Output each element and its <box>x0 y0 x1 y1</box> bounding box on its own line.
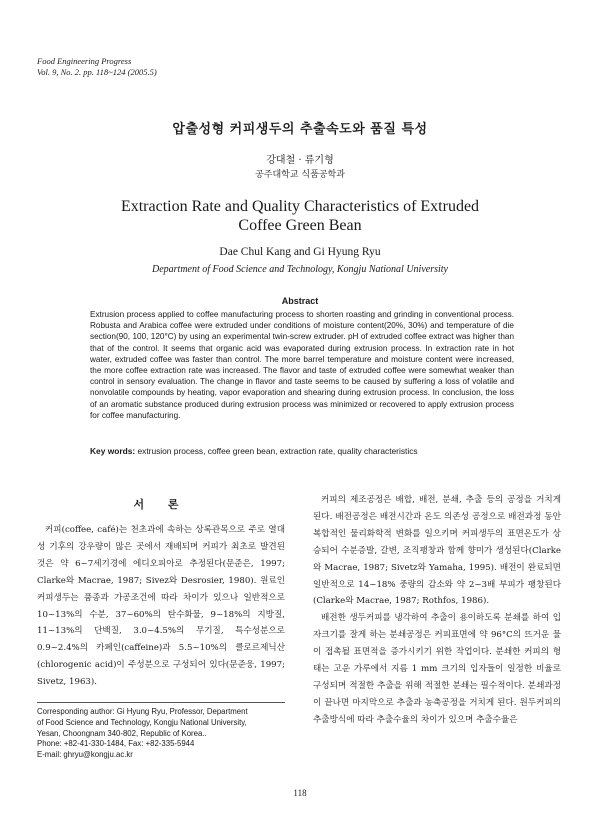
right-column <box>313 492 561 729</box>
section-title-introduction: 서 론 <box>133 498 189 511</box>
journal-volume: Vol. 9, No. 2. pp. 118~124 (2005.5) <box>37 67 157 77</box>
footnote-line: Phone: +82-41-330-1484, Fax: +82-335-5944 <box>37 739 195 749</box>
footnote-line: E-mail: ghryu@kongju.ac.kr <box>37 750 133 760</box>
english-title-line2: Coffee Green Bean <box>238 217 362 234</box>
journal-citation <box>37 56 157 78</box>
korean-authors: 강대철 · 류기형 <box>266 155 334 166</box>
korean-title: 압출성형 커피생두의 추출속도와 품질 특성 <box>172 122 428 137</box>
english-title-line1: Extraction Rate and Quality Characteristics of Extruded <box>120 198 480 215</box>
footnote-line: of Food Science and Technology, Kongju National University, <box>37 717 247 727</box>
footnote-divider <box>37 702 285 703</box>
footnote-line: Yesan, Choongnam 340-802, Republic of Korea.. <box>37 728 207 738</box>
keywords <box>90 446 520 456</box>
abstract-heading: Abstract <box>281 296 319 306</box>
korean-affiliation: 공주대학교 식품공학과 <box>255 170 345 180</box>
intro-paragraph-right-1: 커피의 제조공정은 배합, 배전, 분쇄, 추출 등의 공정을 거치게 된다. 배전공정은 배전시간과 온도 의존성 공정으로 배전과정 동안 복합적인 물리화학적 변화를 일으키며 커피생두의 표면온도가 상승되어 수분증발, 갈변, 조직팽창과 함께 향미가 생성된다(Clarke와 Macrae, 1987; Sivetz와 Yamaha, 1995). 배전이 완료되면 일반적으로 14~18% 중량의 감소와 약 2~3배 부피가 팽창된다(Clarke와 Macrae, 1987; Rothfos, 1986). <box>313 495 561 607</box>
intro-paragraph-right-2: 배전한 생두커피를 냉각하여 추출이 용이하도록 분쇄를 하여 입자크기를 잘게 하는 분쇄공정은 커피표면에 약 96°C의 뜨거운 물이 접촉될 표면적을 증가시키기 위한 작업이다. 분쇄한 커피의 형태는 고운 가루에서 지름 1 mm 크기의 입자들이 일정한 비율로 구성되며 적절한 추출을 위해 적절한 분쇄는 필수적이다. 분쇄과정이 끝나면 마지막으로 추출과 농축공정을 거치게 된다. 원두커피의 추출방식에 따라 추출수율의 차이가 있으며 추출수율은 <box>313 613 561 725</box>
english-department: Department of Food Science and Technology, Kongju National University <box>152 264 448 275</box>
page-number: 118 <box>293 788 307 798</box>
corresponding-author-footnote <box>37 707 289 761</box>
keywords-label: Key words: <box>90 446 136 456</box>
english-authors: Dae Chul Kang and Gi Hyung Ryu <box>219 246 381 258</box>
footnote-line: Corresponding author: Gi Hyung Ryu, Professor, Department <box>37 707 248 716</box>
journal-name: Food Engineering Progress <box>37 56 132 66</box>
keywords-list: extrusion process, coffee green bean, extraction rate, quality characteristics <box>137 446 418 456</box>
left-column <box>37 492 285 691</box>
abstract-text: Extrusion process applied to coffee manufacturing process to shorten roasting and grinding in conventional process. Robusta and Arabica coffee were extruded under conditions of moisture content(20%, 30%) and temperature of die section(90, 100, 120°C) by using an experimental twin-screw extruder. pH of extruded coffee extract was higher than that of the control. It seems that organic acid was evaporated during extrusion process. In extraction rate in hot water, extruded coffee was faster than control. The more barrel temperature and moisture content were increased, the more coffee extraction rate was increased. The flavor and taste of extruded coffee were somewhat weaker than control in sensory evaluation. The change in flavor and taste seems to be caused by suffering a loss of volatile and nonvolatile compounds by heating, vapor evaporation and shearing during extrusion process. In conclusion, the loss of an aromatic substance produced during extrusion process was minimized or recovered to apply extrusion process for coffee manufacturing. <box>90 310 514 420</box>
english-title <box>0 197 600 235</box>
intro-paragraph-left: 커피(coffee, café)는 천초과에 속하는 상록관목으로 주로 열대성 기후의 강우량이 많은 곳에서 재배되며 커피가 최초로 발견된 것은 약 6~7세기경에 에디오피아로 추정된다(문준은, 1997; Clarke와 Macrae, 1987; Sivez와 Desrosier, 1980). 원료인 커피생두는 품종과 가공조건에 따라 차이가 있으나 일반적으로 10~13%의 수분, 37~60%의 탄수화물, 9~18%의 지방질, 11~13%의 단백질, 3.0~4.5%의 무기질, 특수성분으로 0.9~2.4%의 카페인(caffeine)과 5.5~10%의 클로르제닉산(chlorogenic acid)이 주성분으로 구성되어 있다(문준웅, 1997; Sivetz, 1963). <box>37 525 285 688</box>
